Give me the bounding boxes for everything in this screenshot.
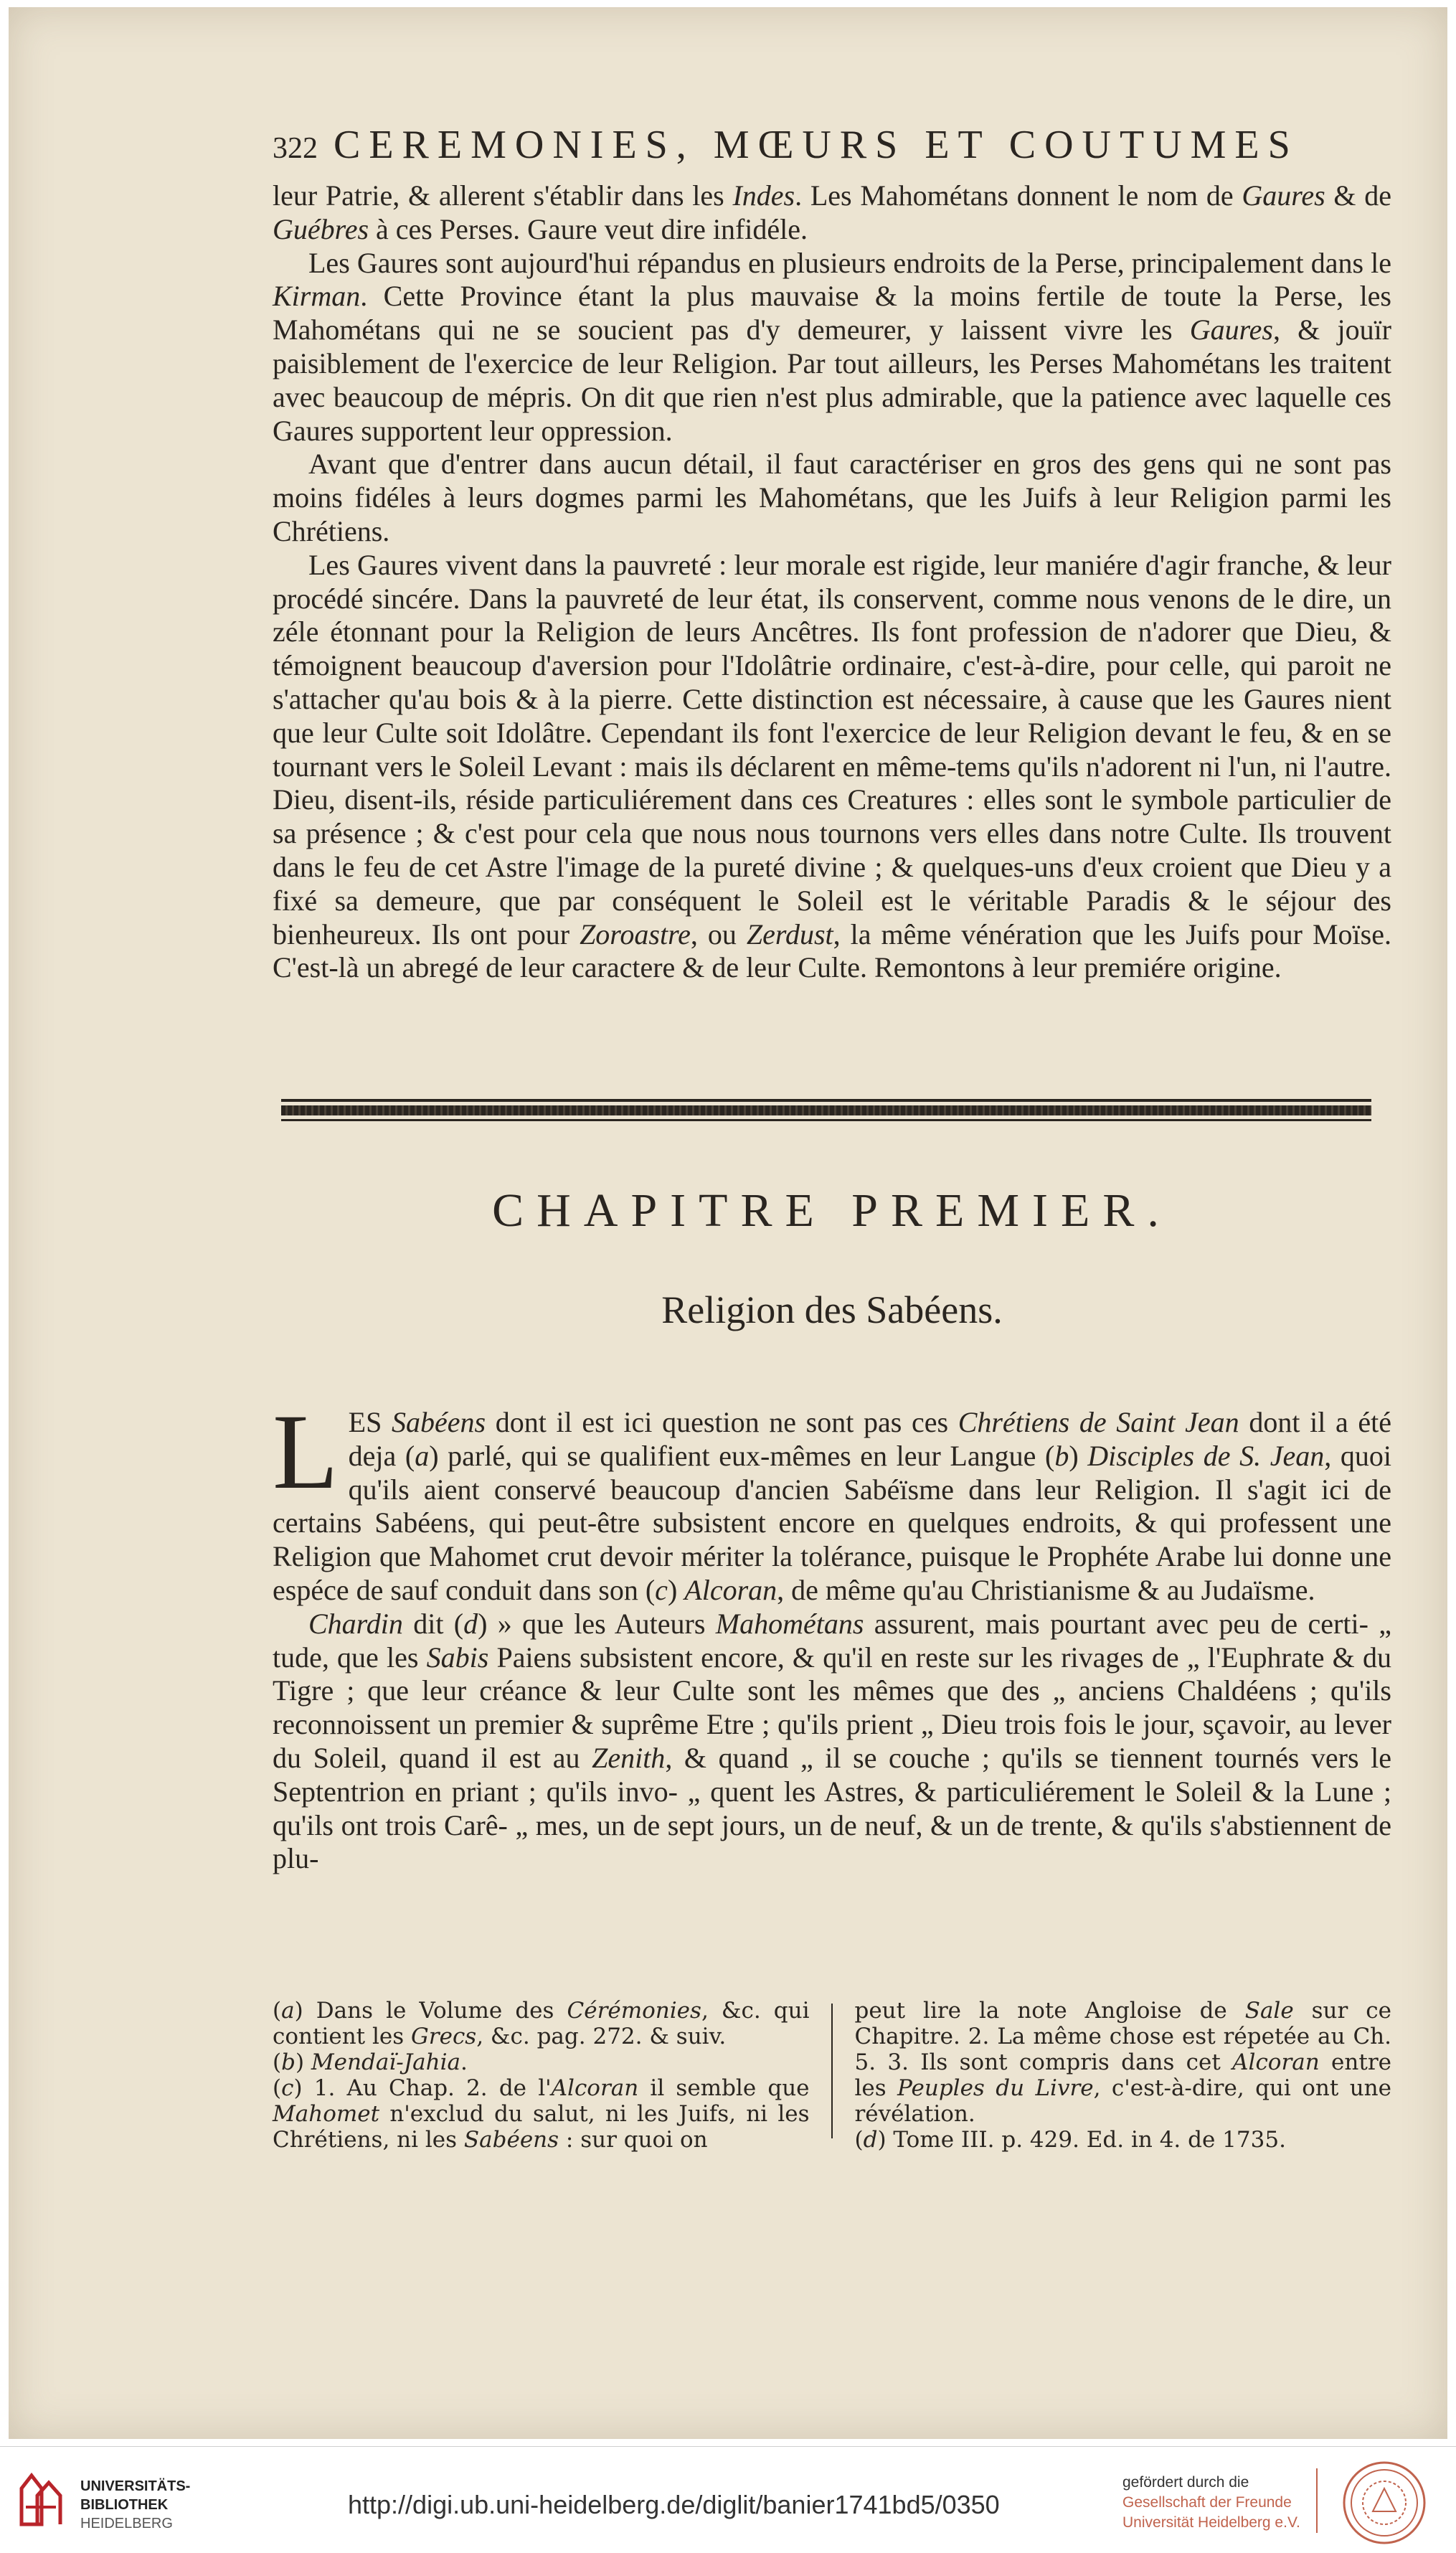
footnote: (b) Mendaï-Jahia. <box>273 2049 468 2075</box>
library-name: UNIVERSITÄTS- BIBLIOTHEK HEIDELBERG <box>80 2478 191 2531</box>
footnote: (a) Dans le Volume des Cérémonies, &c. qui contient les Grecs, &c. pag. 272. & suiv. <box>273 1998 810 2049</box>
university-seal-icon[interactable] <box>1341 2460 1427 2546</box>
university-library-logo-icon[interactable] <box>16 2467 66 2531</box>
footnotes-left-column <box>273 1998 810 2153</box>
section-title: Religion des Sabéens. <box>661 1288 1003 1331</box>
sponsor-divider <box>1316 2468 1318 2533</box>
chapter-ornament-rule <box>281 1099 1371 1121</box>
viewer-footer <box>0 2446 1456 2553</box>
paragraph: Avant que d'entrer dans aucun détail, il faut caractériser en gros des gens qui ne sont pas moins fidéles à leurs dogmes parmi les Mahométans, que les Juifs à leur Religion parmi les Chrétiens. <box>273 448 1391 547</box>
footnote: (d) Tome III. p. 429. Ed. in 4. de 1735. <box>854 2127 1286 2153</box>
chapter-title: CHAPITRE PREMIER. <box>492 1184 1172 1237</box>
permalink-url[interactable]: http://digi.ub.uni-heidelberg.de/diglit/banier1741bd5/0350 <box>348 2490 1000 2519</box>
footnotes <box>273 1998 1391 2153</box>
paragraph: Chardin dit (d) » que les Auteurs Mahométans assurent, mais pourtant avec peu de certi- „ tude, que les Sabis Paiens subsistent encore, & qu'il en reste sur les rivages de „ l'Euphrate & du Tigre ; que leur créance & leur Culte sont les mêmes que des „ anciens Chaldéens ; qu'ils reconnoissent un premier & suprême Etre ; qu'ils prient „ Dieu trois fois le jour, sçavoir, au lever du Soleil, quand il est au Zenith, & quand „ il se couche ; qu'ils se tiennent tournés vers le Septentrion en priant ; qu'ils invo- „ quent les Astres, & particuliérement le Soleil & la Lune ; qu'ils ont trois Carê- „ mes, un de sept jours, un de neuf, & un de trente, & qu'ils s'abstiennent de plu- <box>273 1607 1391 1875</box>
body-text-chapter <box>273 1392 1391 1876</box>
body-text-top <box>273 179 1391 985</box>
paragraph: LES Sabéens dont il est ici question ne sont pas ces Chrétiens de Saint Jean dont il a été deja (a) parlé, qui se qualifient eux-mêmes en leur Langue (b) Disciples de S. Jean, quoi qu'ils aient conservé beaucoup d'ancien Sabéïsme dans leur Religion. Il s'agit ici de certains Sabéens, qui peut-être subsistent encore en quelques endroits, & qui professent une Religion que Mahomet crut devoir mériter la tolérance, puisque le Prophéte Arabe lui donne une espéce de sauf conduit dans son (c) Alcoran, de même qu'au Christianisme & au Judaïsme. <box>273 1392 1391 1606</box>
paragraph: Les Gaures sont aujourd'hui répandus en plusieurs endroits de la Perse, principalement dans le Kirman. Cette Province étant la plus mauvaise & la moins fertile de toute la Perse, les Mahométans qui ne se soucient pas d'y demeurer, y laissent vivre les Gaures, & jouïr paisiblement de l'exercice de leur Religion. Par tout ailleurs, les Perses Mahométans les traitent avec beaucoup de mépris. On dit que rien n'est plus admirable, que la patience avec laquelle ces Gaures supportent leur oppression. <box>273 246 1391 447</box>
running-header <box>273 122 1391 179</box>
footnote: peut lire la note Angloise de Sale sur ce Chapitre. 2. La même chose est répetée au Ch. 5. 3. Ils sont compris dans cet Alcoran entre les Peuples du Livre, c'est-à-dire, qui ont une révélation. <box>854 1998 1391 2127</box>
drop-cap: L <box>273 1392 339 1511</box>
sponsor-text: gefördert durch die Gesellschaft der Freunde Universität Heidelberg e.V. <box>1122 2474 1300 2531</box>
paragraph: leur Patrie, & allerent s'établir dans les Indes. Les Mahométans donnent le nom de Gaures & de Guébres à ces Perses. Gaure veut dire infidéle. <box>273 179 1392 245</box>
page-number: 322 <box>273 132 318 165</box>
running-title: CEREMONIES, MŒURS ET COUTUMES <box>334 123 1299 167</box>
footnotes-right-column <box>854 1998 1391 2153</box>
footnote: (c) 1. Au Chap. 2. de l'Alcoran il semble que Mahomet n'exclud du salut, ni les Juifs, ni les Chrétiens, ni les Sabéens : sur quoi on <box>273 2075 810 2153</box>
paragraph: Les Gaures vivent dans la pauvreté : leur morale est rigide, leur maniére d'agir franche, & leur procédé sincére. Dans la pauvreté de leur état, ils conservent, comme nous venons de le dire, un zéle étonnant pour la Religion de leurs Ancêtres. Ils font profession de n'adorer que Dieu, & témoignent beaucoup d'aversion pour l'Idolâtrie ordinaire, c'est-à-dire, pour celle, qui paroit ne s'attacher qu'au bois & à la pierre. Cette distinction est nécessaire, à cause que les Gaures nient que leur Culte soit Idolâtre. Cependant ils font l'exercice de leur Religion devant le feu, & en se tournant vers le Soleil Levant : mais ils déclarent en même-tems qu'ils n'adorent ni l'un, ni l'autre. Dieu, disent-ils, réside particuliérement dans ces Creatures : elles sont le symbole particulier de sa présence ; & c'est pour cela que nous nous tournons vers elles dans notre Culte. Ils trouvent dans le feu de cet Astre l'image de la pureté divine ; & quelques-uns d'eux croient que Dieu y a fixé sa demeure, que par conséquent le Soleil est le véritable Paradis & le séjour des bienheureux. Ils ont pour Zoroastre, ou Zerdust, la même vénération que les Juifs pour Moïse. C'est-là un abregé de leur caractere & de leur Culte. Remontons à leur premiére origine. <box>273 548 1391 984</box>
footnote-column-divider <box>831 2004 833 2138</box>
